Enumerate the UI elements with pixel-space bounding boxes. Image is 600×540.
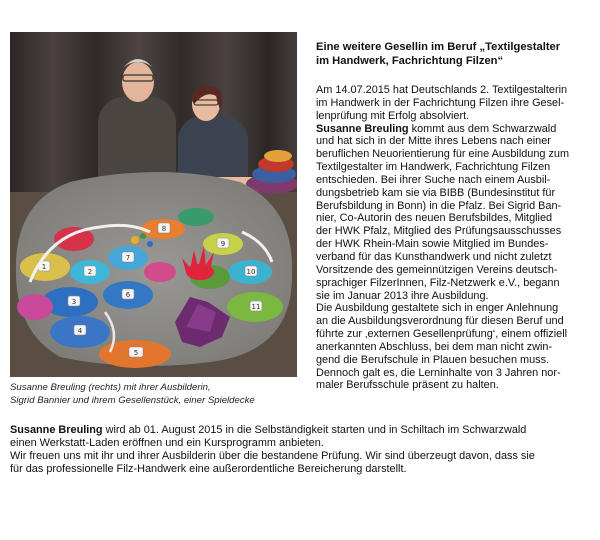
caption-line-1: Susanne Breuling (rechts) mit ihrer Ausbilderin, [10,382,211,393]
text-fragment: kommt aus dem Schwarzwald [408,122,557,135]
caption-line-2: Sigrid Bannier und ihrem Gesellenstück, einer Spieldecke [10,395,255,406]
number-tag-label: 3 [71,298,77,306]
person-name-susanne: Susanne Breuling [316,122,409,135]
text-line [10,424,595,437]
text-line: verband für das Kunsthandwerk und nicht zuletzt [316,250,552,263]
photo [10,32,297,377]
text-line: gend die Berufschule in Plauen besuchen muss. [316,353,550,366]
text-line: Berufsbildung in Bonn) in die Pfalz. Bei Sigrid Ban- [316,199,562,212]
text-line: Die Ausbildung gestaltete sich in enger Anlehnung [316,302,559,315]
photo-caption [10,381,300,407]
headline-line-2: im Handwerk, Fachrichtung Filzen“ [316,55,504,67]
number-tag-label: 10 [246,268,256,276]
text-line [316,123,596,136]
text-line: der HWK Pfalz, Mitglied des Prüfungsausschusses [316,225,562,238]
paragraph-training [316,302,596,392]
text-line: sie im Januar 2013 ihre Ausbildung. [316,289,489,302]
article-bottom-paragraph [10,424,595,475]
text-line: dungsbetrieb kam sie via BIBB (Bundesinstitut für [316,186,556,199]
text-line: einen Werkstatt-Laden eröffnen und ein Kursprogramm anbieten. [10,436,324,449]
text-fragment: wird ab 01. August 2015 in die Selbständigkeit starten und in Schiltach im Schwarzwald [102,424,527,436]
text-line: lenprüfung mit Erfolg absolviert. [316,109,470,122]
number-tag-label: 6 [125,291,131,299]
paragraph-biography [316,123,596,303]
number-tag-label: 7 [125,254,131,262]
text-line: an die Ausbildungsverordnung für diesen Beruf und [316,315,564,328]
text-line: Am 14.07.2015 hat Deutschlands 2. Textilgestalterin [316,84,568,96]
number-tag-label: 11 [251,303,261,311]
number-tag-label: 5 [133,349,139,357]
number-tag-label: 2 [87,268,93,276]
paragraph-intro [316,84,596,123]
text-line: beruflichen Neuorientierung für eine Ausbildung zum [316,148,570,161]
text-line: Dennoch galt es, die Lerninhalte von 3 Jahren nor- [316,366,561,379]
number-tag-label: 4 [77,327,83,335]
article-right-column [316,40,596,392]
text-line: im Handwerk in der Fachrichtung Filzen ihre Gesel- [316,96,565,109]
text-line: führte zur ‚externen Gesellenprüfung‘, einem offiziell [316,328,568,341]
photo-felt-play-mat [10,32,297,377]
text-line: Textilgestalter im Handwerk, Fachrichtung Filzen [316,161,551,174]
text-line: entschieden. Bei ihrer Suche nach einem Ausbil- [316,173,551,186]
text-line: für das professionelle Filz-Handwerk eine außerordentliche Bereicherung darstellt. [10,462,407,475]
text-line: nier, Co-Autorin des neuen Berufsbildes, Mitglied [316,212,553,225]
text-line: anerkannten Abschluss, bei dem man nicht zwin- [316,340,553,353]
article-headline [316,40,596,68]
text-line: sprachiger FilzerInnen, Filz-Netzwerk e.V., begann [316,276,560,289]
text-line: der HWK Rhein-Main sowie Mitglied im Bundes- [316,238,549,251]
number-tag-label: 9 [220,240,226,248]
person-name-susanne: Susanne Breuling [10,424,103,436]
number-tag-label: 1 [41,263,47,271]
number-tag-label: 8 [161,225,167,233]
text-line: und hat sich in der Mitte ihres Lebens nach einer [316,135,551,148]
headline-line-1: Eine weitere Gesellin im Beruf „Textilgestalter [316,41,561,53]
text-line: Wir freuen uns mit ihr und ihrer Ausbilderin über die bestandene Prüfung. Wir sind überzeugt davon, dass sie [10,449,535,462]
text-line: Vorsitzende des gemeinnützigen Vereins deutsch- [316,263,558,276]
text-line: maler Berufsschule präsent zu halten. [316,379,499,392]
